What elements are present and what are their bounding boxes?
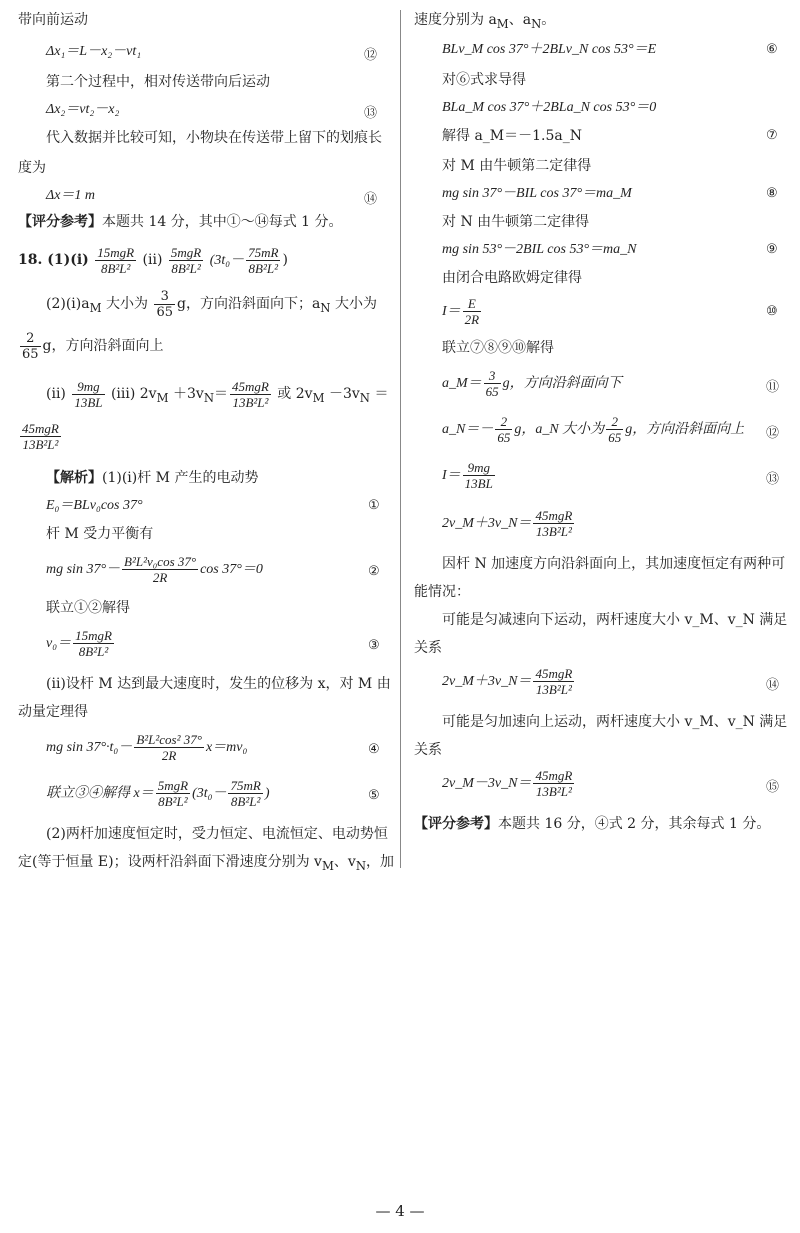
answer-line: $\frac{2}{65}$ g，方向沿斜面向上	[22, 330, 164, 362]
equation-number: ⑩	[766, 304, 778, 319]
answer-line	[18, 420, 63, 452]
page-number: — 4 —	[375, 1202, 425, 1220]
equation-number: ⑪	[766, 380, 780, 395]
fraction: $\frac{3}{65}$	[485, 368, 499, 400]
equation: mg sin 37°－BIL cos 37°＝ma_M	[442, 186, 632, 201]
fraction: $\frac{\text{15mgR}}{\text{8B²L²}}$	[97, 244, 135, 276]
text-line: 带向前运动	[18, 12, 88, 28]
equation-number: ⑬	[364, 106, 378, 121]
question-number: 18. (1)(ⅰ)	[18, 252, 89, 268]
text-line: 第二个过程中，相对传送带向后运动	[46, 74, 270, 90]
score-text: 本题共 16 分，④式 2 分，其余每式 1 分。	[498, 816, 771, 832]
fraction: $\frac{E}{2R}$	[464, 296, 480, 328]
equation-number: ⑦	[766, 128, 778, 143]
fraction: $\frac{\text{45mgR}}{\text{13B²L²}}$	[535, 666, 573, 698]
text-line: 代入数据并比较可知，小物块在传送带上留下的划痕长	[46, 130, 382, 146]
equation-number: ②	[368, 564, 380, 579]
equation: mg sin 37°·t₀－ $\frac{\text{B²L²cos² 37°}}{2R}$ x＝mv₀	[46, 732, 248, 764]
text-line: 对⑥式求导得	[442, 72, 526, 88]
fraction: $\frac{\text{5mgR}}{\text{8B²L²}}$	[170, 244, 202, 276]
equation-number: ⑤	[368, 788, 380, 803]
text-line: 联立①②解得	[46, 600, 130, 616]
text-line: 因杆 N 加速度方向沿斜面向上，其加速度恒定有两种可	[442, 556, 786, 572]
score-label: 【评分参考】	[414, 816, 498, 832]
text-line: 定(等于恒量 E)；设两杆沿斜面下滑速度分别为 $v_M$、$v_N$，加	[18, 854, 395, 873]
equation-number: ⑫	[364, 48, 378, 63]
score-reference	[414, 814, 770, 834]
equation: Δx₂＝vt₂－x₂	[46, 102, 120, 117]
answer-line: 18. (1)(ⅰ) $\frac{\text{15mgR}}{\text{8B²L²}}$ (ⅱ) $\frac{\text{5mgR}}{\text{8B²L²}}$ (3t₀－ $\frac{75mR}{\text{8B²L²}}$ )	[18, 244, 288, 276]
fraction: $\frac{2}{65}$	[22, 330, 39, 362]
column-divider	[400, 10, 401, 868]
text-line: 动量定理得	[18, 704, 88, 720]
fraction: $\frac{3}{65}$	[156, 288, 173, 320]
text-line: 可能是匀加速向上运动，两杆速度大小 v_M、v_N 满足	[442, 714, 788, 730]
equation-number: ①	[368, 498, 380, 513]
answer-line: $(2)(ⅰ)a_M$ 大小为 $\frac{3}{65}$ g，方向沿斜面向下；$a_N$ 大小为	[46, 288, 377, 320]
equation: BLa_M cos 37°＋2BLa_N cos 53°＝0	[442, 100, 657, 115]
equation: a_M＝ $\frac{3}{65}$ g，方向沿斜面向下	[442, 368, 622, 400]
text-line: 对 M 由牛顿第二定律得	[442, 158, 592, 174]
analysis-heading: 【解析】(1)(ⅰ)杆 M 产生的电动势	[46, 470, 259, 486]
text-line: 杆 M 受力平衡有	[46, 526, 154, 542]
text-line: 度为	[18, 160, 46, 176]
fraction: $\frac{\text{5mgR}}{\text{8B²L²}}$	[157, 778, 189, 810]
fraction: $\frac{9mg}{13BL}$	[464, 460, 493, 492]
fraction: $\frac{75mR}{\text{8B²L²}}$	[230, 778, 261, 810]
equation: I＝ $\frac{E}{2R}$	[442, 296, 480, 328]
fraction: $\frac{\text{45mgR}}{\text{13B²L²}}$	[232, 378, 269, 410]
equation: BLv_M cos 37°＋2BLv_N cos 53°＝E	[442, 42, 657, 57]
equation: Δx₁＝L－x₂－vt₁	[46, 44, 142, 59]
equation-number: ⑬	[766, 472, 780, 487]
equation: E₀＝BLv₀cos 37°	[46, 498, 143, 513]
text-line: 速度分别为 $a_M$、$a_N$。	[414, 12, 556, 31]
equation: I＝ $\frac{9mg}{13BL}$	[442, 460, 493, 492]
fraction: $\frac{2}{65}$	[608, 414, 622, 446]
fraction: $\frac{\text{B²L²cos² 37°}}{2R}$	[136, 732, 202, 764]
fraction: $\frac{\text{45mgR}}{\text{13B²L²}}$	[535, 768, 573, 800]
fraction: $\frac{2}{65}$	[497, 414, 511, 446]
analysis-label: 【解析】	[46, 470, 102, 486]
equation-number: ⑮	[766, 780, 780, 795]
equation-number: ⑫	[766, 426, 780, 441]
score-label: 【评分参考】	[18, 214, 102, 230]
equation: 2v_M＋3v_N＝ $\frac{\text{45mgR}}{\text{13B²L²}}$	[442, 508, 573, 540]
equation: 2v_M＋3v_N＝ $\frac{\text{45mgR}}{\text{13B²L²}}$	[442, 666, 573, 698]
score-text: 本题共 14 分，其中①～⑭每式 1 分。	[102, 214, 343, 230]
fraction: $\frac{75mR}{\text{8B²L²}}$	[248, 244, 279, 276]
equation: mg sin 53°－2BIL cos 53°＝ma_N	[442, 242, 637, 257]
text-line: 关系	[414, 742, 442, 758]
equation-number: ⑭	[766, 678, 780, 693]
text-line: 对 N 由牛顿第二定律得	[442, 214, 590, 230]
fraction: $\frac{\text{B²L²v₀cos 37°}}{2R}$	[124, 554, 197, 586]
equation-number: ⑭	[364, 192, 378, 207]
equation: Δx＝1 m	[46, 188, 96, 203]
equation-number: ⑥	[766, 42, 778, 57]
equation: 2v_M－3v_N＝ $\frac{\text{45mgR}}{\text{13B²L²}}$	[442, 768, 573, 800]
score-reference	[18, 212, 343, 232]
equation: 联立③④解得 x＝ $\frac{\text{5mgR}}{\text{8B²L²}}$ (3t₀－ $\frac{75mR}{\text{8B²L²}}$ )	[46, 778, 270, 810]
fraction: $\frac{\text{45mgR}}{\text{13B²L²}}$	[535, 508, 573, 540]
equation: a_N＝－ $\frac{2}{65}$ g，a_N 大小为 $\frac{2}{65}$ g，方向沿斜面向上	[442, 414, 745, 446]
equation: mg sin 37°－ $\frac{\text{B²L²v₀cos 37°}}{2R}$ cos 37°＝0	[46, 554, 263, 586]
fraction: $\frac{\text{45mgR}}{\text{13B²L²}}$	[22, 420, 59, 452]
equation-number: ⑧	[766, 186, 778, 201]
fraction: $\frac{\text{15mgR}}{\text{8B²L²}}$	[75, 628, 112, 660]
equation: v₀＝ $\frac{\text{15mgR}}{\text{8B²L²}}$	[46, 628, 112, 660]
fraction: $\frac{9mg}{13BL}$	[74, 378, 103, 410]
text-line: 关系	[414, 640, 442, 656]
text-line: 联立⑦⑧⑨⑩解得	[442, 340, 554, 356]
text-line: (ⅱ)设杆 M 达到最大速度时，发生的位移为 x，对 M 由	[46, 676, 391, 692]
equation-number: ③	[368, 638, 380, 653]
text-line: (2)两杆加速度恒定时，受力恒定、电流恒定、电动势恒	[46, 826, 388, 842]
equation-number: ⑨	[766, 242, 778, 257]
text-line: 解得 a_M＝－1.5a_N	[442, 128, 582, 144]
text-line: 可能是匀减速向下运动，两杆速度大小 v_M、v_N 满足	[442, 612, 788, 628]
text-line: 由闭合电路欧姆定律得	[442, 270, 582, 286]
text-line: 能情况：	[414, 584, 470, 600]
answer-line: (ⅱ) $\frac{9mg}{13BL}$ (ⅲ) $2v_M +3v_N=$ $\frac{\text{45mgR}}{\text{13B²L²}}$ 或 $2v_M -3v_N$ ＝	[46, 378, 389, 410]
equation-number: ④	[368, 742, 380, 757]
